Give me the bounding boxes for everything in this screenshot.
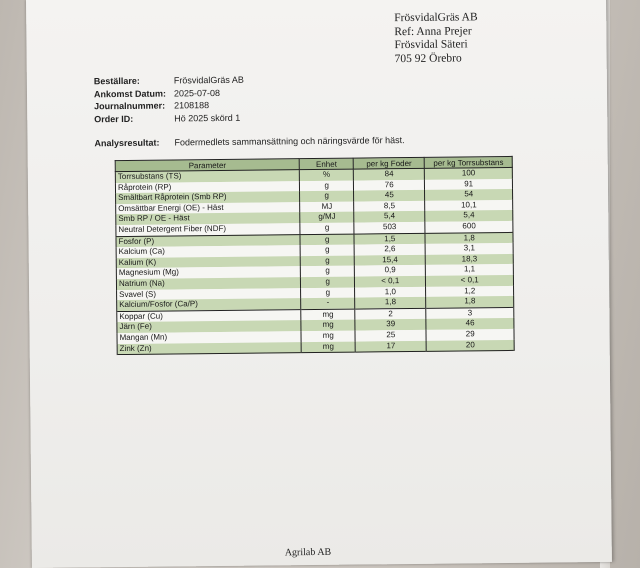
meta-row (94, 74, 244, 88)
column-header: Enhet (299, 158, 353, 170)
meta-value: Hö 2025 skörd 1 (174, 112, 241, 123)
unit-cell: MJ (300, 201, 354, 212)
unit-cell: mg (301, 330, 355, 341)
meta-label: Journalnummer: (94, 100, 166, 112)
recipient-address (394, 11, 478, 66)
meta-label: Order ID: (94, 113, 134, 124)
unit-cell: g (301, 277, 355, 288)
per-kg-feed-cell: 39 (355, 319, 426, 330)
results-table (115, 156, 515, 355)
per-kg-dry-matter-cell: 600 (425, 221, 513, 233)
unit-cell: g/MJ (300, 212, 354, 223)
per-kg-feed-cell: 25 (355, 330, 426, 341)
parameter-cell: Neutral Detergent Fiber (NDF) (116, 223, 300, 236)
per-kg-dry-matter-cell: 10,1 (425, 200, 513, 212)
per-kg-dry-matter-cell: 1,1 (426, 264, 514, 276)
unit-cell: g (300, 245, 354, 256)
per-kg-dry-matter-cell: 91 (425, 179, 513, 191)
per-kg-dry-matter-cell: 20 (426, 339, 514, 351)
per-kg-dry-matter-cell: 1,8 (425, 232, 513, 244)
parameter-cell: Omsättbar Energi (OE) - Häst (116, 202, 300, 215)
parameter-cell: Magnesium (Mg) (116, 266, 300, 279)
per-kg-feed-cell: 17 (355, 340, 426, 352)
per-kg-feed-cell: 1,8 (355, 297, 426, 309)
parameter-cell: Järn (Fe) (117, 320, 301, 333)
address-line: FrösvidalGräs AB (394, 11, 478, 25)
address-line: Ref: Anna Prejer (394, 24, 472, 38)
parameter-cell: Kalcium (Ca) (116, 245, 300, 258)
per-kg-dry-matter-cell: 29 (426, 329, 514, 341)
per-kg-feed-cell: 84 (353, 168, 424, 180)
parameter-cell: Fosfor (P) (116, 234, 300, 247)
per-kg-dry-matter-cell: 46 (426, 318, 514, 330)
analysis-description: Fodermedlets sammansättning och näringsvärde för häst. (174, 135, 405, 148)
per-kg-feed-cell: 8,5 (354, 201, 425, 212)
unit-cell: mg (301, 320, 355, 331)
per-kg-dry-matter-cell: 18,3 (426, 254, 514, 266)
column-header: per kg Torrsubstans (425, 156, 513, 168)
parameter-cell: Smältbart Råprotein (Smb RP) (116, 191, 300, 204)
parameter-cell: Svavel (S) (117, 288, 301, 301)
per-kg-dry-matter-cell: 1,8 (426, 296, 514, 308)
unit-cell: g (300, 180, 354, 191)
per-kg-feed-cell: 15,4 (354, 255, 425, 266)
per-kg-dry-matter-cell: < 0,1 (426, 275, 514, 287)
meta-label: Ankomst Datum: (93, 88, 167, 99)
per-kg-feed-cell: 2 (355, 308, 426, 320)
unit-cell: % (300, 169, 354, 181)
parameter-cell: Mangan (Mn) (117, 331, 301, 344)
parameter-cell: Zink (Zn) (117, 342, 301, 355)
per-kg-dry-matter-cell: 54 (425, 189, 513, 201)
per-kg-feed-cell: 45 (354, 190, 425, 201)
column-header: Parameter (115, 159, 299, 172)
analysis-heading (94, 135, 404, 148)
unit-cell: g (300, 223, 354, 235)
per-kg-feed-cell: < 0,1 (355, 276, 426, 287)
unit-cell: mg (301, 341, 355, 353)
meta-value: 2025-07-08 (173, 87, 221, 98)
address-line: 705 92 Örebro (394, 51, 462, 65)
parameter-cell: Smb RP / OE - Häst (116, 213, 300, 226)
document-page (26, 0, 612, 568)
per-kg-dry-matter-cell: 1,2 (426, 285, 514, 297)
per-kg-feed-cell: 0,9 (354, 265, 425, 276)
per-kg-feed-cell: 76 (354, 179, 425, 190)
parameter-cell: Koppar (Cu) (117, 309, 301, 322)
unit-cell: g (300, 191, 354, 202)
unit-cell: g (301, 287, 355, 298)
per-kg-dry-matter-cell: 3 (426, 307, 514, 319)
parameter-cell: Torrsubstans (TS) (115, 170, 299, 183)
meta-row (94, 111, 244, 125)
footer-company: Agrilab AB (284, 546, 332, 559)
unit-cell: mg (301, 309, 355, 321)
unit-cell: g (300, 234, 354, 246)
analysis-label: Analysresultat: (94, 137, 160, 149)
meta-value: 2108188 (174, 100, 210, 111)
unit-cell: g (301, 266, 355, 277)
meta-label: Beställare: (93, 75, 140, 87)
per-kg-feed-cell: 1,0 (355, 286, 426, 297)
address-line: Frösvidal Säteri (394, 38, 468, 52)
per-kg-dry-matter-cell: 100 (425, 167, 513, 179)
order-metadata (94, 74, 245, 126)
parameter-cell: Natrium (Na) (116, 277, 300, 290)
parameter-cell: Råprotein (RP) (115, 181, 299, 194)
meta-value: FrösvidalGräs AB (173, 74, 244, 86)
per-kg-dry-matter-cell: 5,4 (425, 210, 513, 222)
unit-cell: - (301, 298, 355, 310)
per-kg-dry-matter-cell: 3,1 (425, 243, 513, 255)
per-kg-feed-cell: 1,5 (354, 233, 425, 245)
parameter-cell: Kalcium/Fosfor (Ca/P) (117, 298, 301, 311)
parameter-cell: Kalium (K) (116, 256, 300, 269)
column-header: per kg Foder (353, 157, 424, 169)
per-kg-feed-cell: 503 (354, 222, 425, 234)
per-kg-feed-cell: 2,6 (354, 244, 425, 255)
per-kg-feed-cell: 5,4 (354, 211, 425, 222)
unit-cell: g (300, 255, 354, 266)
table-body (115, 167, 514, 354)
